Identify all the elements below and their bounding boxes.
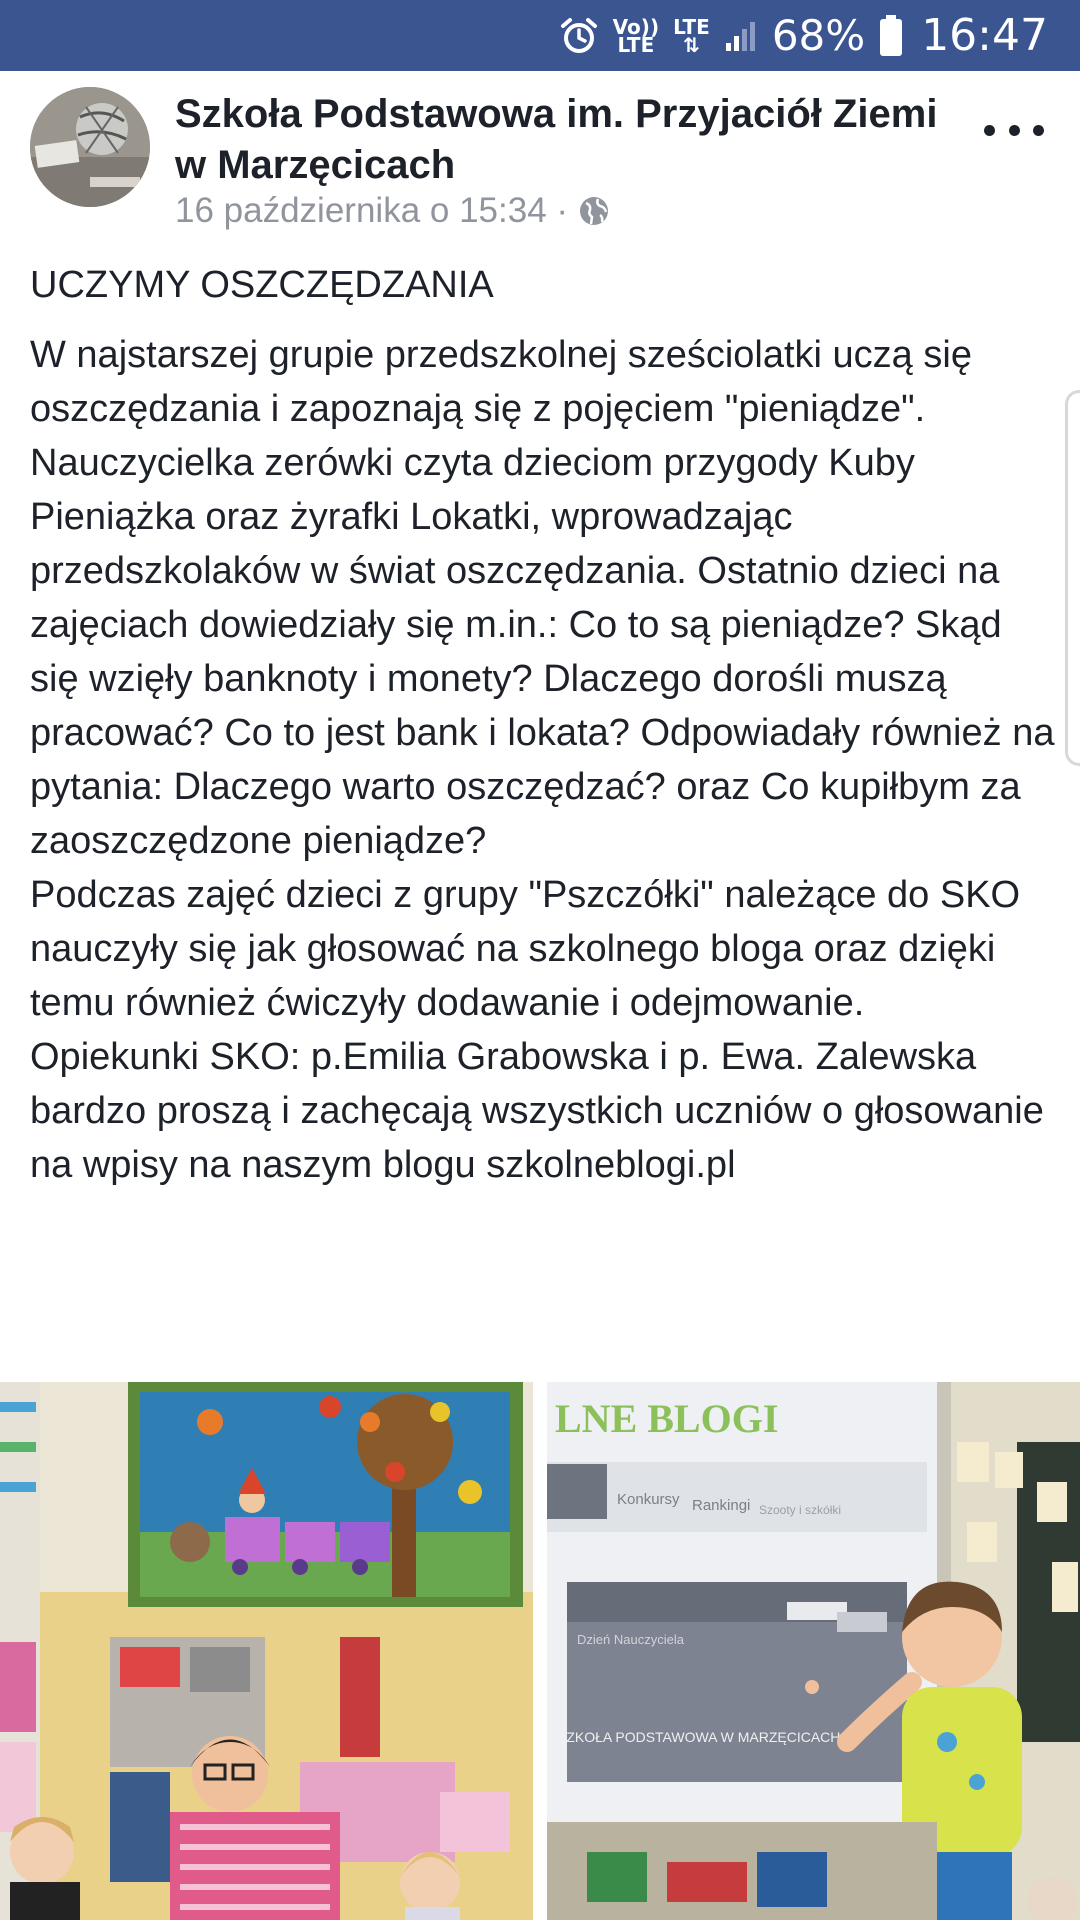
post-meta — [175, 191, 610, 231]
post-paragraph: Opiekunki SKO: p.Emilia Grabowska i p. Ewa. Zalewska bardzo proszą i zachęcają wszystkich uczniów o głosowanie na wpisy na naszym blogu szkolneblogi.pl — [30, 1036, 1044, 1186]
volte-icon — [612, 14, 660, 57]
volte-top-label: Vo)) — [612, 14, 660, 39]
battery-percent: 68% — [771, 11, 866, 60]
board-banner: LNE BLOGI — [555, 1396, 779, 1441]
globe-icon — [578, 195, 610, 227]
more-options-button[interactable] — [984, 105, 1044, 155]
battery-icon — [879, 15, 903, 57]
board-nav-item: Konkursy — [617, 1491, 680, 1508]
photo-classroom[interactable] — [0, 1382, 533, 1920]
avatar-image — [30, 87, 150, 207]
board-nav-item: Rankingi — [692, 1497, 751, 1514]
page-name[interactable]: Szkoła Podstawowa im. Przyjaciół Ziemi w Marzęcicach — [175, 92, 938, 187]
smartboard-illustration — [547, 1382, 1080, 1920]
photo-smartboard[interactable] — [547, 1382, 1080, 1920]
classroom-illustration — [0, 1382, 533, 1920]
status-bar — [0, 0, 1080, 71]
lte-data-icon — [673, 14, 710, 57]
post-body — [30, 258, 1060, 1192]
svg-text:Szooty i szkółki — [759, 1503, 841, 1517]
clock: 16:47 — [921, 10, 1048, 61]
board-card-title: Dzień Nauczyciela — [577, 1632, 684, 1647]
board-school: SZKOŁA PODSTAWOWA W MARZĘCICACH — [557, 1729, 841, 1745]
lte-label: LTE — [673, 14, 710, 39]
more-dot-icon — [1033, 125, 1044, 136]
alarm-icon — [559, 16, 599, 56]
photo-grid — [0, 1382, 1080, 1920]
data-arrows-icon: ⇅ — [683, 32, 700, 57]
post-paragraph: W najstarszej grupie przedszkolnej sześciolatki uczą się oszczędzania i zapoznają się z pojęciem "pieniądze". Nauczycielka zerówki czyta dzieciom przygody Kuby Pieniążka oraz żyrafki Lokatki, wprowadzając przedszkolaków w świat oszczędzania. Ostatnio dzieci na zajęciach dowiedziały się m.in.: Co to są pieniądze? Skąd się wzięły banknoty i monety? Dlaczego dorośli muszą pracować? Co to jest bank i lokata? Odpowiadały również na pytania: Dlaczego warto oszczędzać? oraz Co kupiłbym za zaoszczędzone pieniądze? — [30, 334, 1055, 862]
svg-text:Dzień Nauczyciela — [577, 1632, 685, 1647]
svg-text:Rankingi — [692, 1497, 750, 1514]
svg-text:LNE BLOGI — [555, 1396, 778, 1441]
signal-icon — [724, 19, 758, 53]
post-paragraph: Podczas zajęć dzieci z grupy "Pszczółki" należące do SKO nauczyły się jak głosować na szkolnego bloga oraz dzięki temu również ćwiczyły dodawanie i odejmowanie. — [30, 874, 1021, 1024]
more-dot-icon — [1009, 125, 1020, 136]
svg-text:SZKOŁA PODSTAWOWA W MARZĘCICAC — [557, 1729, 840, 1745]
board-nav-item: Szooty i szkółki — [759, 1503, 842, 1517]
volte-bottom-label: LTE — [617, 32, 655, 57]
post-title: UCZYMY OSZCZĘDZANIA — [30, 264, 494, 306]
more-dot-icon — [984, 125, 995, 136]
post-timestamp[interactable]: 16 października o 15:34 · — [175, 191, 569, 230]
svg-text:Konkursy — [617, 1491, 680, 1508]
avatar[interactable] — [30, 87, 150, 207]
scroll-handle[interactable] — [1065, 390, 1080, 766]
post-header — [0, 71, 1080, 241]
status-icons — [559, 0, 1048, 71]
post-text — [30, 328, 1060, 1192]
